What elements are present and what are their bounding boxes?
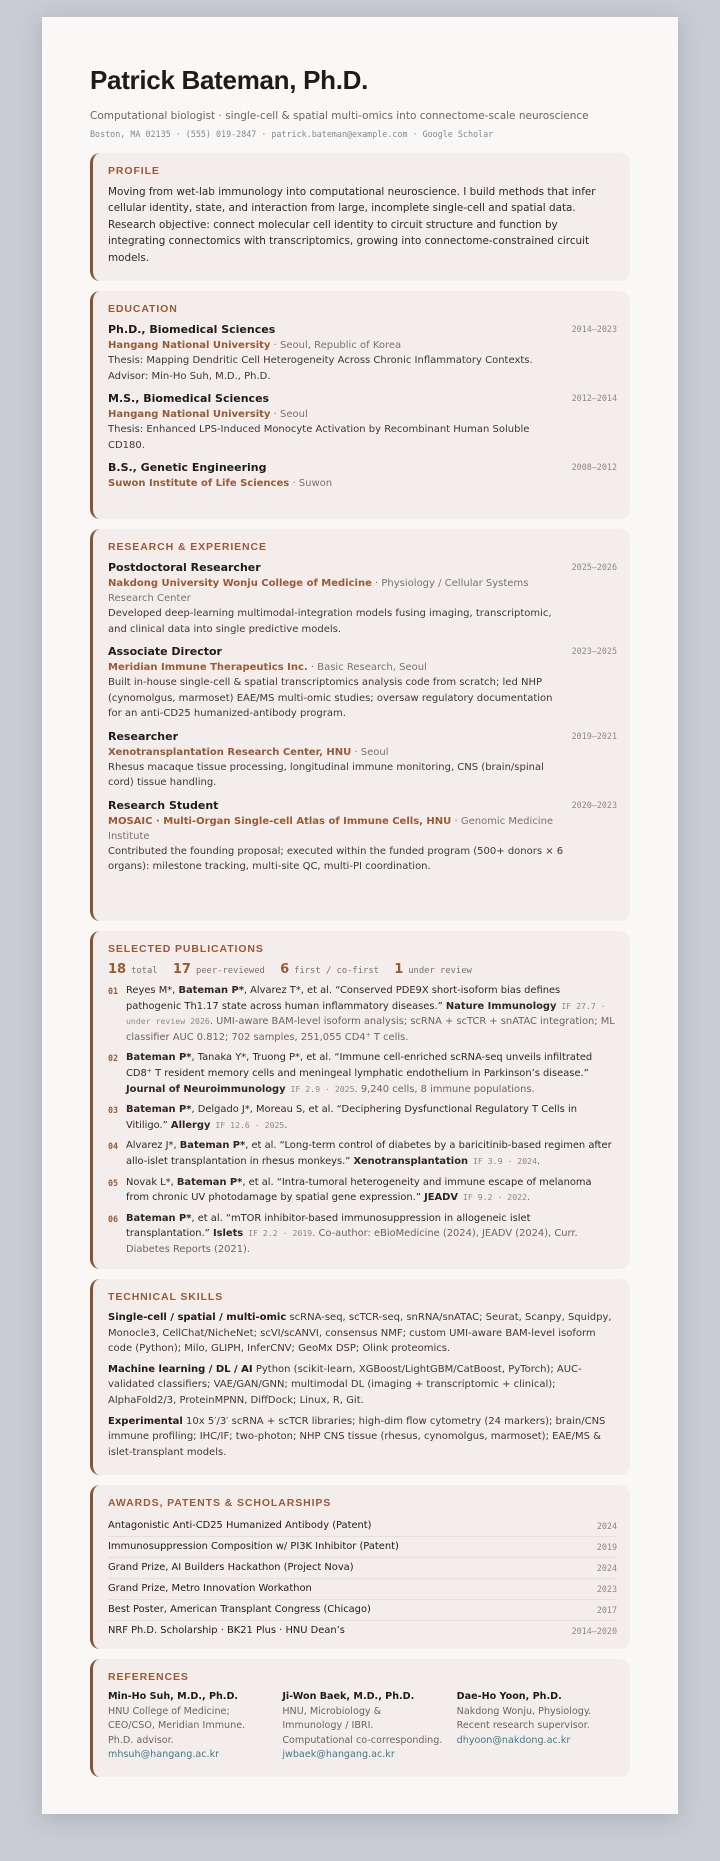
- pub-number: 01: [108, 986, 119, 996]
- role-title: Researcher: [108, 729, 179, 743]
- contact-location: Boston, MA 02135: [90, 129, 171, 139]
- date-range: 2012–2014: [571, 393, 617, 403]
- profile-section: [90, 153, 630, 281]
- contact-line: [90, 129, 630, 139]
- pub-self-author: Bateman P*: [126, 1104, 192, 1116]
- skills-section: [90, 1279, 630, 1475]
- award-year: 2014–2020: [571, 1626, 617, 1636]
- stat-number: 6: [280, 962, 290, 977]
- pub-self-author: Bateman P*: [178, 985, 244, 996]
- profile-text: Moving from wet-lab immunology into computational neuroscience. I build methods that infer cellular identity, state, and interaction from large, incomplete single-cell and spatial data. Research objective: connect molecular cell identity to circuit structure and function by integrating connectomics with transcriptomics, growing into connectome-constrained circuit models.: [108, 186, 596, 264]
- section-title: RESEARCH & EXPERIENCE: [108, 541, 267, 553]
- pub-title: , et al. “mTOR inhibitor-based immunosuppression in allogeneic islet transplantation.”: [126, 1212, 531, 1240]
- awards-section: [90, 1485, 630, 1649]
- publication-item: [108, 1102, 617, 1133]
- award-name: Best Poster, American Transplant Congress (Chicago): [108, 1604, 371, 1615]
- pub-journal: Journal of Neuroimmunology: [126, 1083, 286, 1095]
- pub-authors: Alvarez J*,: [126, 1140, 180, 1152]
- entry-description: Rhesus macaque tissue processing, longitudinal immune monitoring, CNS (brain/spinal cord) tissue handling.: [108, 761, 544, 788]
- entry-description: Developed deep-learning multimodal-integration models fusing imaging, transcriptomic, and clinical data into single predictive models.: [108, 608, 552, 635]
- pub-title: , et al. “Intra-tumoral heterogeneity and immune escape of melanoma from chronic UV photodamage by spatial gene expression.”: [126, 1176, 592, 1204]
- reference-name: Min-Ho Suh, M.D., Ph.D.: [108, 1691, 239, 1702]
- pub-note: . UMI-aware BAM-level isoform analysis; scRNA + scTCR + snATAC integration; ML classifier AUC 0.812; 702 samples, 251,055 CD4⁺ T cells.: [126, 1016, 615, 1043]
- stat-label: under review: [408, 966, 472, 976]
- pub-note: . 9,240 cells, 8 immune populations.: [354, 1083, 535, 1095]
- section-title: SELECTED PUBLICATIONS: [108, 943, 264, 955]
- org-location: · Seoul: [270, 409, 308, 420]
- institution: [108, 407, 617, 422]
- section-title: AWARDS, PATENTS & SCHOLARSHIPS: [108, 1497, 332, 1509]
- pub-number: 02: [108, 1053, 119, 1064]
- pub-journal: Xenotransplantation: [353, 1155, 469, 1167]
- org-name: Xenotransplantation Research Center, HNU: [108, 746, 352, 758]
- award-year: 2024: [596, 1521, 617, 1531]
- reference-email-link[interactable]: jwbaek@hangang.ac.kr: [282, 1749, 395, 1760]
- contact-separator: ·: [175, 129, 181, 139]
- publication-item: [108, 983, 617, 1045]
- stat-number: 17: [172, 962, 191, 977]
- award-year: 2017: [596, 1605, 617, 1615]
- experience-entry: [108, 560, 617, 637]
- pub-number: 06: [108, 1213, 119, 1224]
- section-title: REFERENCES: [108, 1671, 189, 1683]
- education-section: [90, 291, 630, 519]
- experience-entry: [108, 644, 617, 722]
- pub-self-author: Bateman P*: [176, 1176, 243, 1188]
- date-range: 2014–2023: [571, 324, 617, 334]
- entry-description: Contributed the founding proposal; executed within the funded program (500+ donors × 6 organs): milestone tracking, multi-site QC, multi-PI coordination.: [108, 845, 564, 872]
- reference-email-link[interactable]: dhyoon@nakdong.ac.kr: [456, 1734, 571, 1746]
- skill-group: [108, 1414, 617, 1461]
- date-range: 2023–2025: [571, 646, 617, 656]
- org-name: MOSAIC · Multi-Organ Single-cell Atlas of Immune Cells, HNU: [108, 815, 452, 827]
- stat-first-author: [280, 962, 379, 977]
- reference-desc: HNU College of Medicine; CEO/CSO, Meridian Immune. Ph.D. advisor.: [108, 1705, 246, 1746]
- org-name: Meridian Immune Therapeutics Inc.: [108, 662, 308, 673]
- pub-authors: Novak L*,: [126, 1176, 177, 1188]
- skill-label: Experimental: [108, 1415, 183, 1427]
- pub-note: . Co-author: eBioMedicine (2024), JEADV (2024), Curr. Diabetes Reports (2021).: [126, 1228, 578, 1255]
- publication-item: [108, 1175, 617, 1206]
- pub-note: .: [537, 1155, 541, 1167]
- award-year: 2023: [596, 1584, 617, 1594]
- award-row: [108, 1621, 617, 1641]
- organization: [108, 660, 617, 675]
- references-section: [90, 1659, 630, 1777]
- contact-separator: ·: [412, 129, 418, 139]
- organization: [108, 814, 617, 844]
- pub-meta: IF 2.9 · 2025: [285, 1083, 355, 1094]
- stat-label: total: [131, 966, 158, 976]
- award-row: [108, 1558, 617, 1579]
- pub-self-author: Bateman P*: [179, 1140, 246, 1152]
- resume-page: [42, 17, 678, 1814]
- reference-item: [457, 1690, 617, 1763]
- pub-journal: Nature Immunology: [445, 1000, 557, 1012]
- award-name: Grand Prize, AI Builders Hackathon (Project Nova): [108, 1562, 354, 1573]
- date-range: 2020–2023: [571, 799, 617, 810]
- org-name: Hangang National University: [108, 340, 271, 351]
- pub-meta: IF 9.2 · 2022: [458, 1192, 528, 1203]
- skill-text: 10x 5′/3′ scRNA + scTCR libraries; high-dim flow cytometry (24 markers); brain/CNS immune profiling; IHC/IF; two-photon; NHP CNS tissue (rhesus, cynomolgus, marmoset); EAE/MS & islet-transplant models.: [108, 1415, 606, 1458]
- role-title: Research Student: [108, 798, 219, 812]
- award-row: [108, 1537, 617, 1558]
- pub-title: , Delgado J*, Moreau S, et al. “Deciphering Dysfunctional Regulatory T Cells in Vitiligo.”: [126, 1104, 577, 1131]
- award-name: Grand Prize, Metro Innovation Workathon: [108, 1583, 312, 1594]
- stat-number: 18: [108, 962, 127, 977]
- organization: [108, 576, 617, 606]
- section-title: TECHNICAL SKILLS: [108, 1291, 224, 1303]
- pub-journal: Islets: [212, 1228, 244, 1240]
- entry-description: Thesis: Enhanced LPS-Induced Monocyte Activation by Recombinant Human Soluble CD180.: [108, 424, 530, 451]
- entry-description: Thesis: Mapping Dendritic Cell Heterogeneity Across Chronic Inflammatory Contexts. Advisor: Min-Ho Suh, M.D., Ph.D.: [108, 355, 533, 382]
- pub-number: 05: [108, 1177, 119, 1188]
- pub-self-author: Bateman P*: [126, 1212, 192, 1224]
- award-name: Antagonistic Anti-CD25 Humanized Antibody (Patent): [108, 1520, 372, 1531]
- stat-total: [108, 962, 158, 977]
- pub-authors: Reyes M*,: [126, 985, 179, 996]
- stat-number: 1: [394, 962, 404, 977]
- references-list: [108, 1690, 617, 1763]
- organization: [108, 745, 617, 760]
- org-name: Nakdong University Wonju College of Medicine: [108, 578, 372, 589]
- contact-separator: ·: [261, 129, 267, 139]
- stat-label: peer-reviewed: [195, 966, 265, 976]
- experience-section: [90, 529, 630, 921]
- org-location: · Suwon: [289, 478, 333, 489]
- publication-item: [108, 1211, 617, 1258]
- reference-name: Dae-Ho Yoon, Ph.D.: [456, 1691, 562, 1702]
- skill-group: [108, 1362, 617, 1409]
- reference-email-link[interactable]: mhsuh@hangang.ac.kr: [108, 1749, 220, 1760]
- role-title: Associate Director: [108, 645, 222, 658]
- pub-meta: IF 12.6 · 2025: [210, 1119, 285, 1130]
- pub-journal: Allergy: [170, 1119, 211, 1131]
- institution: [108, 476, 617, 491]
- pub-number: 03: [108, 1105, 119, 1116]
- date-range: 2019–2021: [571, 730, 617, 741]
- date-range: 2025–2026: [571, 562, 617, 572]
- award-row: [108, 1600, 617, 1621]
- org-name: Hangang National University: [108, 409, 271, 420]
- date-range: 2008–2012: [571, 462, 617, 472]
- pub-note: .: [527, 1192, 531, 1204]
- education-entry: [108, 391, 617, 453]
- skill-label: Machine learning / DL / AI: [108, 1363, 253, 1375]
- role-title: Postdoctoral Researcher: [108, 561, 261, 574]
- org-location: · Seoul: [351, 746, 389, 758]
- google-scholar-link[interactable]: Google Scholar: [422, 129, 494, 139]
- award-row: [108, 1516, 617, 1537]
- award-name: Immunosuppression Composition w/ PI3K Inhibitor (Patent): [108, 1541, 399, 1552]
- degree-title: B.S., Genetic Engineering: [108, 461, 267, 474]
- pub-meta: IF 3.9 · 2024: [468, 1155, 538, 1166]
- institution: [108, 338, 617, 353]
- stat-under-review: [394, 962, 472, 977]
- org-location: · Genomic Medicine Institute: [108, 815, 554, 842]
- publication-stats: [108, 962, 617, 977]
- section-title: PROFILE: [108, 165, 160, 177]
- pub-title: , et al. “Long-term control of diabetes by a baricitinib-based regimen after allo-islet transplantation in rhesus monkeys.”: [126, 1140, 612, 1167]
- org-location: · Physiology / Cellular Systems Research Center: [108, 578, 529, 604]
- award-year: 2024: [596, 1563, 617, 1573]
- pub-meta: IF 2.2 · 2019: [243, 1228, 313, 1239]
- pub-note: .: [284, 1119, 288, 1131]
- reference-item: [282, 1690, 442, 1763]
- experience-entry: [108, 729, 617, 791]
- skill-text: scRNA-seq, scTCR-seq, snRNA/snATAC; Seurat, Scanpy, Squidpy, Monocle3, CellChat/NicheNet; scVI/scANVI, consensus NMF; custom UMI-aware BAM-level isoform code (Python); Milo, GLIPH, InferCNV; GeoMx DSP; Olink proteomics.: [108, 1312, 612, 1355]
- degree-title: M.S., Biomedical Sciences: [108, 392, 270, 405]
- degree-title: Ph.D., Biomedical Sciences: [108, 323, 276, 336]
- contact-phone: (555) 019-2847: [185, 129, 257, 139]
- stat-peer-reviewed: [172, 962, 265, 977]
- experience-entry: [108, 798, 617, 875]
- stat-label: first / co-first: [294, 966, 379, 976]
- reference-name: Ji-Won Baek, M.D., Ph.D.: [282, 1691, 415, 1702]
- pub-journal: JEADV: [424, 1192, 458, 1204]
- skill-text: Python (scikit-learn, XGBoost/LightGBM/CatBoost, PyTorch); AUC-validated classifiers; VAE/GAN/GNN; multimodal DL (imaging + transcriptomic + clinical); AlphaFold2/3, ProteinMPNN, DiffDock; Linux, R, Git.: [108, 1363, 582, 1406]
- publication-item: [108, 1138, 617, 1169]
- skill-group: [108, 1310, 617, 1357]
- tagline: Computational biologist · single-cell & spatial multi-omics into connectome-scale neuroscience: [90, 110, 589, 122]
- award-name: NRF Ph.D. Scholarship · BK21 Plus · HNU Dean’s: [108, 1625, 345, 1636]
- award-row: [108, 1579, 617, 1600]
- pub-self-author: Bateman P*: [126, 1052, 192, 1064]
- section-title: EDUCATION: [108, 303, 178, 315]
- pub-number: 04: [108, 1141, 119, 1152]
- publication-item: [108, 1050, 617, 1097]
- pub-title: , Tanaka Y*, Truong P*, et al. “Immune cell-enriched scRNA-seq unveils infiltrated CD8⁺ T resident memory cells and meningeal lymphatic endothelium in Parkinson’s disease.”: [126, 1052, 593, 1079]
- reference-item: [108, 1690, 268, 1763]
- entry-description: Built in-house single-cell & spatial transcriptomics analysis code from scratch; led NHP (cynomolgus, marmoset) EAE/MS multi-omic studies; oversaw regulatory documentation for an anti-CD25 humanized-antibody program.: [108, 677, 553, 719]
- education-entry: [108, 460, 617, 491]
- pub-meta: IF 27.7 · under review 2026: [126, 1000, 606, 1027]
- org-location: · Basic Research, Seoul: [307, 662, 427, 673]
- reference-desc: HNU, Microbiology & Immunology / IBRI. Computational co-corresponding.: [282, 1705, 443, 1746]
- education-entry: [108, 322, 617, 384]
- contact-email-link[interactable]: patrick.bateman@example.com: [271, 129, 408, 139]
- publications-section: [90, 931, 630, 1269]
- reference-desc: Nakdong Wonju, Physiology. Recent research supervisor.: [456, 1705, 592, 1731]
- award-year: 2019: [596, 1542, 617, 1552]
- resume-header: [90, 65, 630, 139]
- pub-title: , Alvarez T*, et al. “Conserved PDE9X short-isoform bias defines pathogenic Th1.17 state across human inflammatory diseases.”: [126, 985, 561, 1012]
- org-name: Suwon Institute of Life Sciences: [108, 478, 290, 489]
- person-name: Patrick Bateman, Ph.D.: [90, 65, 369, 95]
- skill-label: Single-cell / spatial / multi-omic: [108, 1312, 287, 1323]
- org-location: · Seoul, Republic of Korea: [270, 340, 402, 351]
